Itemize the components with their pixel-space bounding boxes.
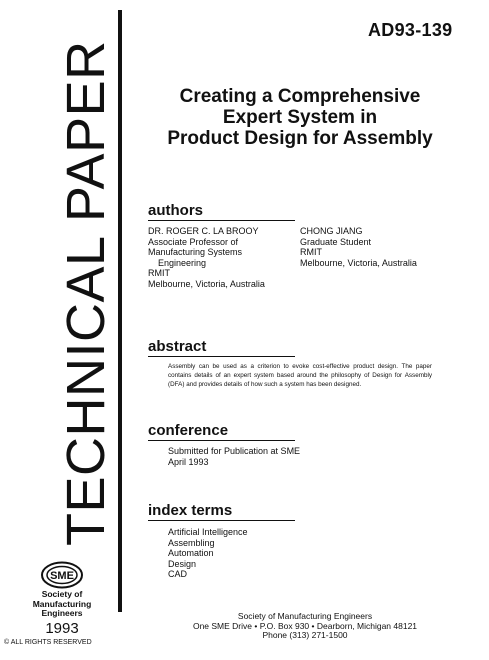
conference-line: April 1993 [168, 456, 209, 467]
footer-line: Phone (313) 271-1500 [262, 630, 348, 640]
author-2 [300, 226, 417, 268]
vertical-divider [118, 10, 122, 612]
authors-heading: authors [148, 202, 295, 221]
conference-heading: conference [148, 422, 295, 441]
abstract-heading: abstract [148, 338, 295, 357]
footer-line: Society of Manufacturing Engineers [237, 611, 373, 621]
title-line: Product Design for Assembly [167, 128, 433, 149]
society-line: Manufacturing [32, 598, 92, 609]
title-line: Creating a Comprehensive [179, 86, 421, 107]
author-1-line: RMIT [148, 268, 170, 278]
index-term: Automation [168, 548, 214, 558]
index-term: Artificial Intelligence [168, 527, 248, 537]
rights-notice: © ALL RIGHTS RESERVED [4, 639, 92, 646]
index-term: Assembling [168, 537, 215, 548]
footer-line: One SME Drive • P.O. Box 930 • Dearborn, Michigan 48121 [192, 620, 418, 631]
author-1-line: Engineering [158, 257, 207, 268]
author-1-line: Manufacturing Systems [148, 247, 243, 257]
index-term: Design [168, 558, 197, 569]
author-1-name: DR. ROGER C. LA BROOY [148, 226, 259, 236]
author-1-line: Associate Professor of [148, 236, 239, 247]
abstract-text: Assembly can be used as a criterion to evoke cost-effective product design. The paper contains details of an expert system based around the philosophy of Design for Assembly (DFA) and provides details of how such a system has been designed. [168, 363, 432, 388]
society-line: Engineers [41, 608, 83, 618]
index-terms-heading: index terms [148, 502, 295, 521]
paper-title [150, 86, 450, 149]
author-1-line: Melbourne, Victoria, Australia [148, 278, 265, 289]
title-line: Expert System in [222, 107, 378, 128]
society-name [30, 590, 94, 619]
conference-details [168, 446, 300, 467]
conference-line: Submitted for Publication at SME [168, 446, 301, 456]
vertical-title: TECHNICAL PAPER [56, 40, 116, 546]
footer-address [165, 612, 445, 641]
svg-text:SME: SME [50, 570, 74, 582]
author-2-name: CHONG JIANG [300, 226, 363, 236]
author-2-line: Graduate Student [300, 236, 372, 247]
document-id: AD93-139 [368, 20, 453, 40]
index-term: CAD [168, 569, 188, 579]
author-1 [148, 226, 265, 289]
author-2-line: RMIT [300, 247, 322, 257]
author-2-line: Melbourne, Victoria, Australia [300, 257, 417, 268]
index-terms-list [168, 527, 248, 580]
society-line: Society of [41, 589, 83, 599]
copyright-year: 1993 [45, 620, 79, 637]
